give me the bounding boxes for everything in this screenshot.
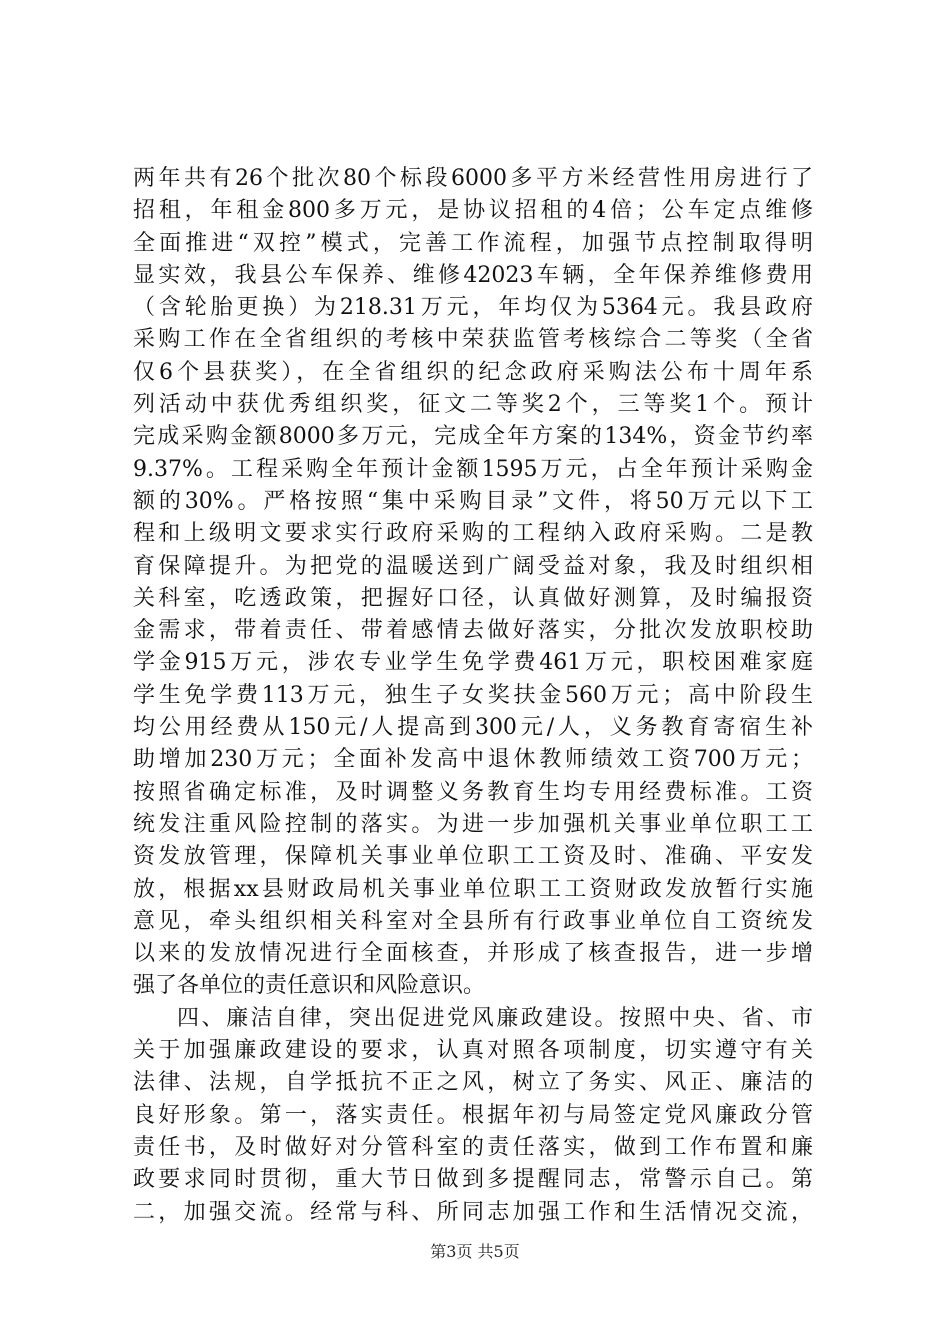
text-line: 良好形象。第一，落实责任。根据年初与局签定党风廉政分管 xyxy=(133,1102,813,1128)
text-line: 统发注重风险控制的落实。为进一步加强机关事业单位职工工 xyxy=(133,811,813,837)
text-line: 资发放管理，保障机关事业单位职工工资及时、准确、平安发 xyxy=(133,844,813,870)
text-line: 显实效，我县公车保养、维修42023车辆，全年保养维修费用 xyxy=(133,262,813,288)
text-line: 采购工作在全省组织的考核中荣获监管考核综合二等奖（全省 xyxy=(133,327,813,353)
section-four-heading-line: 四、廉洁自律，突出促进党风廉政建设。按照中央、省、市 xyxy=(177,1005,813,1031)
text-line: 招租，年租金800多万元，是协议招租的4倍；公车定点维修 xyxy=(133,198,813,224)
text-line: 学金915万元，涉农专业学生免学费461万元，职校困难家庭 xyxy=(133,650,813,676)
body-text xyxy=(133,163,813,1229)
text-line: 学生免学费113万元，独生子女奖扶金560万元；高中阶段生 xyxy=(133,682,813,708)
text-line: 助增加230万元；全面补发高中退休教师绩效工资700万元； xyxy=(133,747,813,773)
text-line: 意见，牵头组织相关科室对全县所有行政事业单位自工资统发 xyxy=(133,908,813,934)
text-line: 法律、法规，自学抵抗不正之风，树立了务实、风正、廉洁的 xyxy=(133,1070,813,1096)
text-line: 程和上级明文要求实行政府采购的工程纳入政府采购。二是教 xyxy=(133,521,813,547)
text-line: 强了各单位的责任意识和风险意识。 xyxy=(133,973,486,999)
text-line: 两年共有26个批次80个标段6000多平方米经营性用房进行了 xyxy=(133,166,813,191)
text-line: 政要求同时贯彻，重大节日做到多提醒同志，常警示自己。第 xyxy=(133,1167,813,1193)
text-line: 均公用经费从150元/人提高到300元/人，义务教育寄宿生补 xyxy=(133,715,813,741)
text-line: 责任书，及时做好对分管科室的责任落实，做到工作布置和廉 xyxy=(133,1134,813,1160)
text-line: 完成采购金额8000多万元，完成全年方案的134%，资金节约率 xyxy=(133,424,813,450)
text-line: 育保障提升。为把党的温暖送到广阔受益对象，我及时组织相 xyxy=(133,553,813,579)
text-line: （含轮胎更换）为218.31万元，年均仅为5364元。我县政府 xyxy=(133,295,813,321)
text-line: 二，加强交流。经常与科、所同志加强工作和生活情况交流， xyxy=(133,1199,813,1225)
text-line: 9.37%。工程采购全年预计金额1595万元，占全年预计采购金 xyxy=(133,456,813,482)
page-number-footer: 第3页 共5页 xyxy=(430,1242,520,1261)
text-line: 金需求，带着责任、带着感情去做好落实，分批次发放职校助 xyxy=(133,618,813,644)
text-line: 按照省确定标准，及时调整义务教育生均专用经费标准。工资 xyxy=(133,779,813,805)
text-line: 放，根据xx县财政局机关事业单位职工工资财政发放暂行实施 xyxy=(133,876,813,902)
text-line: 全面推进“双控”模式，完善工作流程，加强节点控制取得明 xyxy=(133,230,813,256)
text-line: 仅6个县获奖），在全省组织的纪念政府采购法公布十周年系 xyxy=(133,359,813,385)
text-line: 关科室，吃透政策，把握好口径，认真做好测算，及时编报资 xyxy=(133,585,813,611)
text-line: 额的30%。严格按照“集中采购目录”文件，将50万元以下工 xyxy=(133,488,813,514)
text-line: 以来的发放情况进行全面核查，并形成了核查报告，进一步增 xyxy=(133,941,813,967)
text-line: 关于加强廉政建设的要求，认真对照各项制度，切实遵守有关 xyxy=(133,1038,813,1064)
text-line: 列活动中获优秀组织奖，征文二等奖2个，三等奖1个。预计 xyxy=(133,392,813,418)
